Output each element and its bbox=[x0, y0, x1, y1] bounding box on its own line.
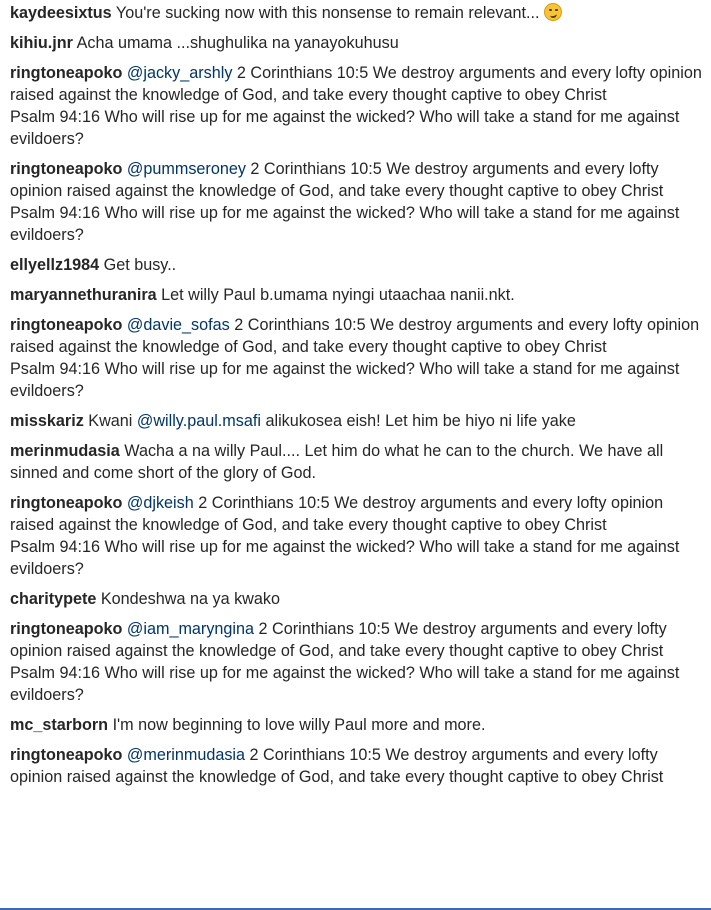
comment-text: 2 Corinthians 10:5 We destroy arguments and every lofty opinion raised against the knowledge of God, and take every thought captive to obey Christ bbox=[10, 494, 664, 534]
comment-text: alikukosea eish! Let him be hiyo ni life yake bbox=[265, 412, 576, 430]
comment-username[interactable]: ringtoneapoko bbox=[10, 160, 123, 178]
comment-item bbox=[10, 32, 702, 54]
comment-text-line-2: Psalm 94:16 Who will rise up for me against the wicked? Who will take a stand for me against evildoers? bbox=[10, 108, 680, 148]
comment-item bbox=[10, 618, 702, 706]
comment-item bbox=[10, 492, 702, 580]
comment-text: I'm now beginning to love willy Paul more and more. bbox=[112, 716, 486, 734]
comment-text-prefix: Kwani bbox=[88, 412, 133, 430]
comment-text-line-2: Psalm 94:16 Who will rise up for me against the wicked? Who will take a stand for me against evildoers? bbox=[10, 204, 680, 244]
comment-mention-link[interactable]: @davie_sofas bbox=[126, 316, 230, 334]
comment-item bbox=[10, 744, 702, 788]
comment-text: Get busy.. bbox=[103, 256, 177, 274]
comment-item bbox=[10, 62, 702, 150]
comment-body bbox=[10, 620, 667, 660]
comment-text: Kondeshwa na ya kwako bbox=[100, 590, 280, 608]
comment-username[interactable]: ellyellz1984 bbox=[10, 256, 100, 274]
comment-body bbox=[10, 494, 663, 534]
comment-text: Let willy Paul b.umama nyingi utaachaa nanii.nkt. bbox=[161, 286, 515, 304]
comment-username[interactable]: ringtoneapoko bbox=[10, 316, 123, 334]
comment-mention-link[interactable]: @djkeish bbox=[126, 494, 194, 512]
comment-text-line-2: Psalm 94:16 Who will rise up for me against the wicked? Who will take a stand for me against evildoers? bbox=[10, 538, 680, 578]
comment-username[interactable]: misskariz bbox=[10, 412, 84, 430]
comment-username[interactable]: ringtoneapoko bbox=[10, 64, 123, 82]
comment-text: 2 Corinthians 10:5 We destroy arguments and every lofty opinion raised against the knowledge of God, and take every thought captive to obey Christ bbox=[10, 64, 702, 104]
comment-text-line-2: Psalm 94:16 Who will rise up for me against the wicked? Who will take a stand for me against evildoers? bbox=[10, 664, 680, 704]
comment-item bbox=[10, 2, 702, 24]
comment-item bbox=[10, 284, 702, 306]
comment-body bbox=[10, 160, 663, 200]
comment-item bbox=[10, 440, 702, 484]
comment-username[interactable]: charitypete bbox=[10, 590, 97, 608]
comment-text: Wacha a na willy Paul.... Let him do what he can to the church. We have all sinned and come short of the glory of God. bbox=[10, 442, 664, 482]
comment-text: 2 Corinthians 10:5 We destroy arguments and every lofty opinion raised against the knowledge of God, and take every thought captive to obey Christ bbox=[10, 160, 664, 200]
comment-username[interactable]: kaydeesixtus bbox=[10, 4, 112, 22]
comment-text: Acha umama ...shughulika na yanayokuhusu bbox=[76, 34, 399, 52]
comment-username[interactable]: maryannethuranira bbox=[10, 286, 157, 304]
smirk-emoji-icon bbox=[544, 3, 562, 21]
comment-body bbox=[10, 316, 699, 356]
comment-username[interactable]: kihiu.jnr bbox=[10, 34, 73, 52]
comment-mention-link[interactable]: @pummseroney bbox=[126, 160, 246, 178]
comment-body bbox=[10, 64, 702, 104]
comment-item bbox=[10, 158, 702, 246]
comment-text: 2 Corinthians 10:5 We destroy arguments and every lofty opinion raised against the knowledge of God, and take every thought captive to obey Christ bbox=[10, 746, 664, 786]
comment-text: 2 Corinthians 10:5 We destroy arguments and every lofty opinion raised against the knowledge of God, and take every thought captive to obey Christ bbox=[10, 316, 700, 356]
comment-text: 2 Corinthians 10:5 We destroy arguments and every lofty opinion raised against the knowledge of God, and take every thought captive to obey Christ bbox=[10, 620, 667, 660]
comment-item bbox=[10, 254, 702, 276]
comment-username[interactable]: ringtoneapoko bbox=[10, 746, 123, 764]
comment-username[interactable]: ringtoneapoko bbox=[10, 620, 123, 638]
comment-list bbox=[10, 2, 702, 796]
comment-item bbox=[10, 714, 702, 736]
comment-mention-link[interactable]: @jacky_arshly bbox=[126, 64, 233, 82]
comment-text-line-2: Psalm 94:16 Who will rise up for me against the wicked? Who will take a stand for me against evildoers? bbox=[10, 360, 680, 400]
comment-text: You're sucking now with this nonsense to remain relevant... bbox=[115, 4, 540, 22]
comment-username[interactable]: merinmudasia bbox=[10, 442, 120, 460]
comment-username[interactable]: mc_starborn bbox=[10, 716, 109, 734]
comment-item bbox=[10, 588, 702, 610]
comment-mention-link[interactable]: @willy.paul.msafi bbox=[136, 412, 261, 430]
comment-username[interactable]: ringtoneapoko bbox=[10, 494, 123, 512]
comment-mention-link[interactable]: @merinmudasia bbox=[126, 746, 246, 764]
comment-item bbox=[10, 314, 702, 402]
comment-item bbox=[10, 410, 702, 432]
comment-mention-link[interactable]: @iam_maryngina bbox=[126, 620, 255, 638]
